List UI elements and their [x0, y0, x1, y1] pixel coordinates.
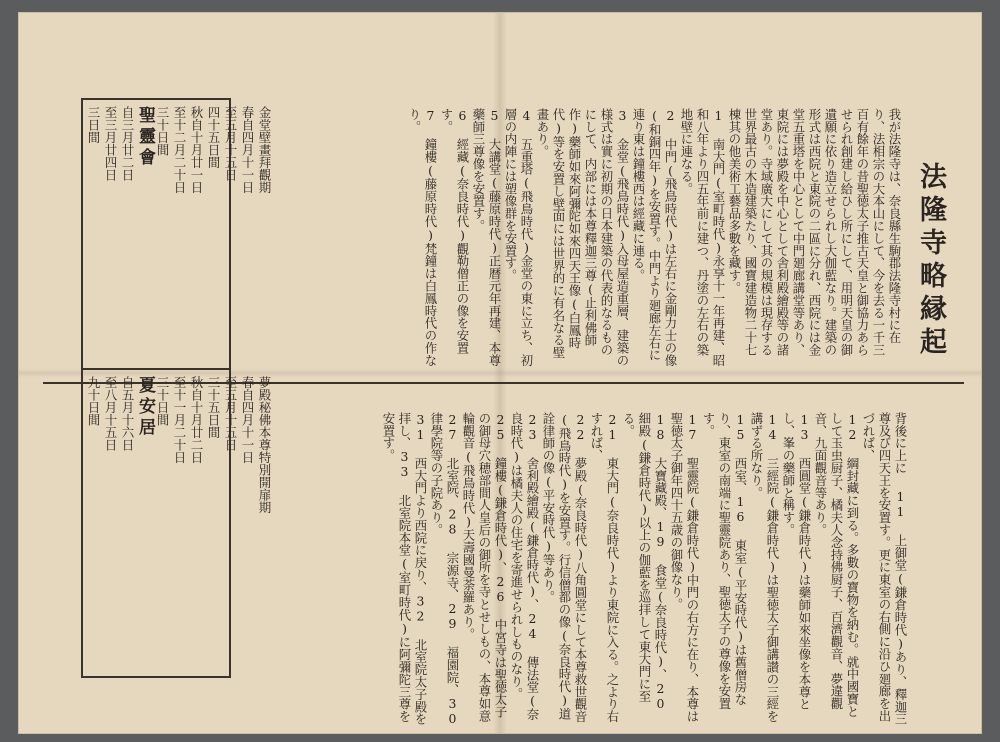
yumedono-spring-dates: 自四月十一日 至五月十五日 [223, 376, 255, 464]
kondo-autumn-days: 三十日間 [155, 106, 170, 156]
schedule-box-divider [83, 368, 229, 370]
kondo-schedule [85, 106, 273, 361]
kondo-spring-dates: 自四月十一日 至五月十五日 [223, 106, 255, 194]
yumedono-autumn-days: 三十日間 [155, 376, 170, 426]
kondo-spring-label: 春 [240, 106, 255, 119]
kondo-label: 金堂壁畫拜觀期 [257, 106, 272, 194]
ango-label: 夏安居 [135, 376, 155, 439]
yumedono-autumn-label: 秋 [189, 376, 204, 389]
yumedono-label: 夢殿秘佛本尊特別開扉期 [257, 376, 272, 514]
ango-dates: 自五月十六日 至八月十五日 [103, 376, 135, 451]
yumedono-schedule [85, 376, 273, 666]
upper-body-text: 我が法隆寺は、奈良縣生駒郡法隆寺村に在り、法相宗の大本山にして、今を去る一千三百有餘年の昔聖徳太子推古天皇と御協力あらせられ創建し給ひし所にして、用明天皇の御遺願に依り造立せられし大伽藍なり。建築の形式は西院と東院の二區に分れ、西院には金堂五重塔を中心として中門廻廊講堂等あり、東院には夢殿を中心として舎利殿繪殿等の諸堂あり。寺域廣大にして其の規模は現存する世界最古の木造建築たり、國寶建造物二十七棟其の他美術工藝品多數を藏す。 1 南大門(室町時代)永享十一年再建、昭和八年より四五年前に建つ、丹塗の左右の築地壁に連なる。 2 中門(飛鳥時代)は左右に金剛力士の像(和銅四年)を安置す。中門より廻廊左右に連り東は鐘樓西は經藏に連る。 3 金堂(飛鳥時代)入母屋造重層、建築の様式は實に初期の日本建築の代表的なるものにして、内部には本尊釋迦三尊(止利佛師作)藥師如來阿彌陀如來四天王像(白鳳時代)等を安置し壁面には世界的に有名なる壁畫あり。 4 五重塔(飛鳥時代)金堂の東に立ち、初層の内陣には塑像群を安置す。 5 大講堂(藤原時代)正暦元年再建、本尊藥師三尊像を安置す。 6 經藏(奈良時代)觀勒僧正の像を安置す。 7 鐘樓(藤原時代)梵鐘は白鳳時代の作なり。 [407, 108, 902, 367]
ango-days: 九十日間 [86, 376, 101, 426]
yumedono-autumn-dates: 自十月廿二日 至十一月二十日 [172, 376, 204, 464]
schedule-box [81, 98, 272, 678]
pamphlet-sheet [18, 12, 982, 734]
seirei-days: 三日間 [86, 106, 101, 144]
kondo-autumn-dates: 自十月廿一日 至十二月二十日 [172, 106, 204, 194]
seirei-dates: 自三月廿二日 至三月廿四日 [103, 106, 135, 181]
yumedono-spring-days: 三十五日間 [206, 376, 221, 439]
lower-body-text: 背後に上に 11 上御堂(鎌倉時代)あり、釋迦三尊及び四天王を安置す。更に東室の右側に沿ひ廻廊を出づれば、 12 綱封藏に到る。多數の寶物を納む。就中國寶として玉虫厨子、橘夫人念持佛厨子、百濟觀音、夢違觀音、九面觀音等あり。 13 西圓堂(鎌倉時代)は藥師如來坐像を本尊とし、峯の藥師と稱す。 14 三經院(鎌倉時代)は聖徳太子御講讃の三經を講ずる所なり。 15 西室、16 東室(平安時代)は舊僧房なり、東室の南端に聖靈院あり、聖徳太子の尊像を安置す。 17 聖靈院(鎌倉時代)中門の右方に在り、本尊は聖徳太子御年四十五歳の御像なり。 18 大寶藏殿、19 食堂(奈良時代)、20 細殿(鎌倉時代)以上の伽藍を巡拝して東大門に至る。 21 東大門(奈良時代)より東院に入る。之より右すれば、 22 夢殿(奈良時代)八角圓堂にして本尊救世觀音(飛鳥時代)を安置す。行信僧都の像(奈良時代)道詮律師の像(平安時代)等あり。 23 舍利殿繪殿(鎌倉時代)、24 傳法堂(奈良時代)は橘夫人の住宅を寄進せられしものなり。 25 鐘樓(鎌倉時代)、26 中宮寺は聖徳太子の御母穴穂部間人皇后の御所を寺とせしもの、本尊如意輪觀音(飛鳥時代)天壽國曼荼羅あり。 27 北室院、28 宗源寺、29 福園院、30 律學院等の子院あり。 31 西大門より西院に戻り、32 北室院太子殿を拝し、33 北室院本堂(室町時代)に阿彌陀三尊を安置す。 [381, 412, 908, 726]
kondo-autumn-label: 秋 [189, 106, 204, 119]
document-title: 法隆寺略縁起 [915, 162, 946, 360]
kondo-spring-days: 四十五日間 [206, 106, 221, 169]
seirei-label: 聖靈會 [135, 106, 155, 169]
yumedono-spring-label: 春 [240, 376, 255, 389]
